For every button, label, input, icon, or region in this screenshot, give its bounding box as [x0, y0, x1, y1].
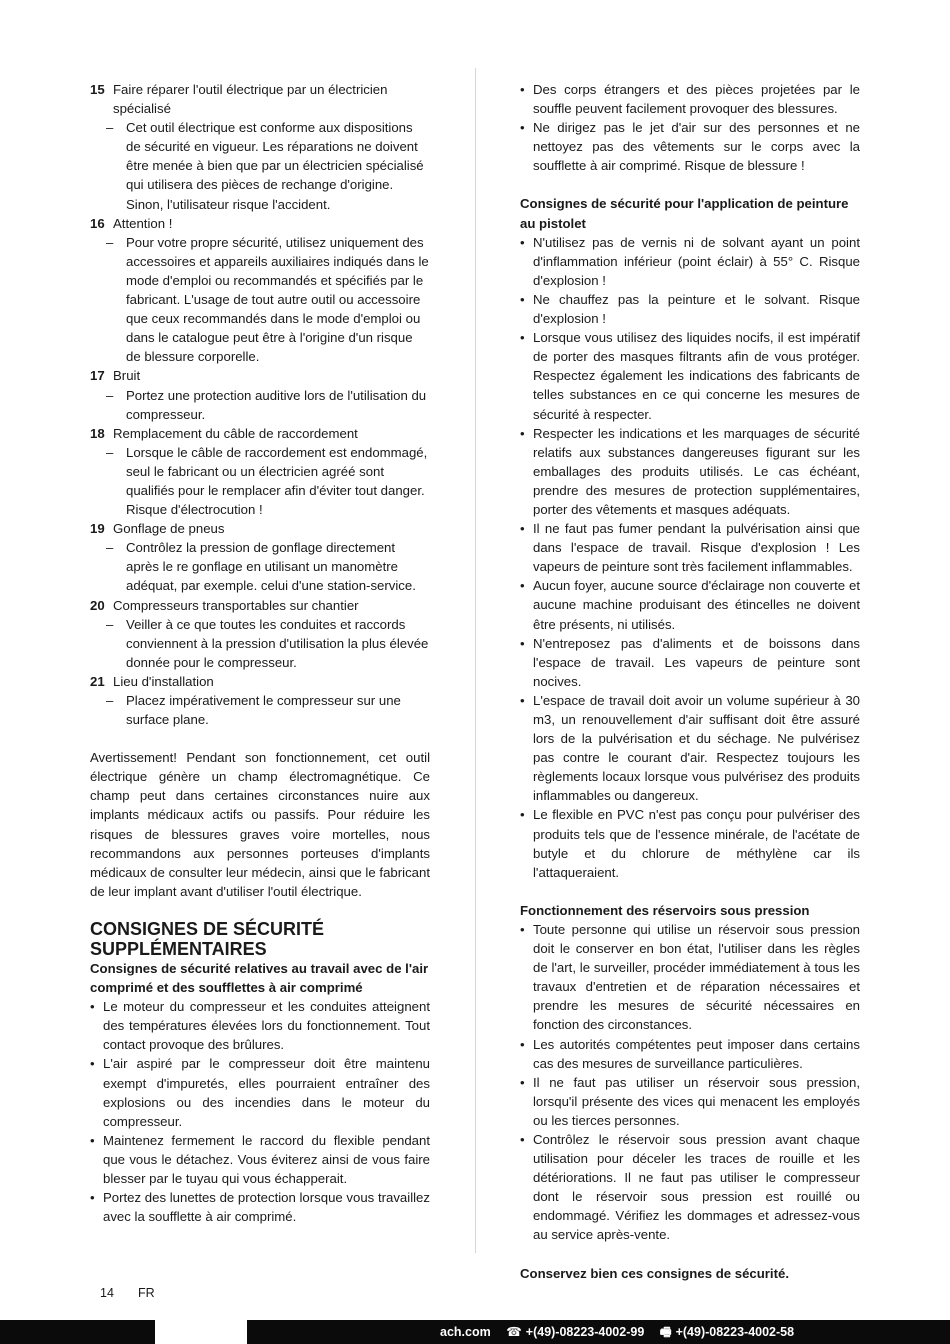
- bullet-marker: •: [90, 1056, 95, 1072]
- item-number: 20: [90, 597, 105, 613]
- numbered-safety-list: [90, 80, 430, 729]
- bullet-item: [520, 290, 860, 328]
- dash-marker: –: [106, 387, 114, 403]
- bullet-text: Des corps étrangers et des pièces projetées par le souffle peuvent facilement provoquer des blessures.: [533, 82, 860, 117]
- dash-marker: –: [106, 234, 114, 250]
- closing-note: Conservez bien ces consignes de sécurité.: [520, 1265, 789, 1281]
- item-title: Remplacement du câble de raccordement: [113, 425, 358, 441]
- bullet-text: Il ne faut pas fumer pendant la pulvérisation ainsi que dans l'espace de travail. Risque d'explosion ! Les vapeurs de peinture sont très facilement inflammables.: [533, 521, 860, 575]
- bullet-item: [90, 1188, 430, 1226]
- spacer: [90, 729, 430, 748]
- subsection-heading-paint-spraying: Consignes de sécurité pour l'application de peinture au pistolet: [520, 196, 849, 231]
- numbered-item: [90, 519, 430, 538]
- bullet-item: [520, 691, 860, 806]
- dash-marker: –: [106, 540, 114, 556]
- bullet-text: L'air aspiré par le compresseur doit être maintenu exempt d'impuretés, elles pourraient entraîner des explosions ou des incendies dans le moteur du compresseur.: [103, 1056, 430, 1129]
- bullet-item: [90, 997, 430, 1054]
- bullet-text: Il ne faut pas utiliser un réservoir sous pression, lorsqu'il présente des vices qui menacent les employés ou les tierces personnes.: [533, 1074, 860, 1128]
- spacer: [520, 1245, 860, 1264]
- language-code: FR: [138, 1286, 155, 1300]
- bullet-text: Lorsque vous utilisez des liquides nocifs, il est impératif de porter des masques filtrants afin de vous protéger. Respectez également les indications des fabricants de telles substances en ce qui concerne les mesures de sécurité à respecter.: [533, 330, 860, 422]
- bullet-item: [520, 118, 860, 175]
- phone-icon: ☎: [506, 1325, 522, 1339]
- bullet-text: Ne chauffez pas la peinture et le solvant. Risque d'explosion !: [533, 291, 860, 327]
- bullet-text: Ne dirigez pas le jet d'air sur des personnes et ne nettoyez pas des vêtements sur le corps avec la soufflette à air comprimé. Risque de blessure !: [533, 120, 860, 174]
- item-title: Bruit: [113, 368, 141, 384]
- numbered-item: [90, 672, 430, 691]
- bullet-item: [520, 233, 860, 290]
- bullet-marker: •: [520, 1131, 525, 1147]
- numbered-item: [90, 80, 430, 118]
- bullet-item: [520, 424, 860, 519]
- warning-paragraph: Avertissement! Pendant son fonctionnement, cet outil électrique génère un champ électromagnétique. Ce champ peut dans certaines circonstances nuire aux implants médicaux actifs ou passifs. Pour réduire les risques de blessures graves voire mortelles, nous recommandons aux personnes porteuses d'implants médicaux de consulter leur médecin, ainsi que le fabricant de leur implant avant d'utiliser l'outil électrique.: [90, 750, 430, 899]
- dash-marker: –: [106, 444, 114, 460]
- bullet-text: Les autorités compétentes peut imposer dans certains cas des mesures de surveillance particulières.: [533, 1036, 860, 1071]
- pressure-tank-bullet-list: [520, 920, 860, 1245]
- page-number: 14: [100, 1286, 114, 1300]
- bullet-text: Aucun foyer, aucune source d'éclairage non couverte et aucune machine produisant des étincelles ne doivent être présents, ni utilisés.: [533, 578, 860, 632]
- bullet-item: [520, 1073, 860, 1130]
- bullet-marker: •: [520, 921, 525, 937]
- blowgun-bullet-list: [520, 80, 860, 175]
- bullet-text: Maintenez fermement le raccord du flexible pendant que vous le détachez. Vous éviterez ainsi de vous faire blesser par le tuyau qui vous échapperait.: [103, 1132, 430, 1186]
- item-title: Faire réparer l'outil électrique par un électricien spécialisé: [113, 82, 388, 117]
- bullet-text: N'utilisez pas de vernis ni de solvant ayant un point d'inflammation inférieur (point éclair) à 55° C. Risque d'explosion !: [533, 234, 860, 288]
- dash-text: Lorsque le câble de raccordement est endommagé, seul le fabricant ou un électricien agréé sont qualifiés pour le remplacer afin d'éviter tout danger. Risque d'électrocution !: [126, 444, 428, 518]
- bullet-marker: •: [520, 120, 525, 136]
- bullet-marker: •: [520, 635, 525, 651]
- bullet-text: Le moteur du compresseur et les conduites atteignent des températures élevées lors du fonctionnement. Tout contact provoque des brûlures.: [103, 999, 430, 1053]
- dash-text: Portez une protection auditive lors de l'utilisation du compresseur.: [126, 387, 427, 422]
- item-title: Attention !: [113, 215, 173, 231]
- bullet-marker: •: [90, 999, 95, 1015]
- bullet-marker: •: [520, 1036, 525, 1052]
- bullet-marker: •: [520, 578, 525, 594]
- dash-marker: –: [106, 616, 114, 632]
- numbered-item: [90, 424, 430, 443]
- dash-item: [90, 386, 430, 424]
- bullet-item: [520, 519, 860, 576]
- bullet-item: [520, 328, 860, 423]
- dash-text: Pour votre propre sécurité, utilisez uniquement des accessoires et appareils auxiliaires indiqués dans le mode d'emploi ou recommandés et spécifiés par le fabricant. L'usage de tout autre outil ou accessoire que ceux recommandés dans le mode d'emploi ou dans le catalogue peut être à l'origine d'un risque de blessure corporelle.: [126, 234, 429, 365]
- dash-text: Veiller à ce que toutes les conduites et raccords conviennent à la pression d'utilisation la plus élevée donnée pour le compresseur.: [126, 616, 429, 670]
- bullet-text: L'espace de travail doit avoir un volume supérieur à 30 m3, un renouvellement d'air suffisant doit être assuré lors de la pulvérisation et du séchage. Ne pulvérisez pas contre le courant d'air. Respectez toujours les règlements locaux lorsque vous pulvérisez des produits inflammables ou dangereux.: [533, 692, 860, 804]
- section-heading: CONSIGNES DE SÉCURITÉ SUPPLÉMENTAIRES: [90, 918, 325, 959]
- bullet-marker: •: [520, 692, 525, 708]
- dash-marker: –: [106, 693, 114, 708]
- dash-text: Cet outil électrique est conforme aux dispositions de sécurité en vigueur. Les réparations ne doivent être menée à bien que par un électricien spécialisé qui utilisera des pièces de rechange d'origine. Sinon, l'utilisateur risque l'accident.: [126, 120, 424, 212]
- fax-icon: 🖷: [659, 1325, 672, 1339]
- numbered-item: [90, 214, 430, 233]
- dash-item: [90, 443, 430, 519]
- numbered-item: [90, 366, 430, 385]
- bullet-marker: •: [520, 234, 525, 250]
- bullet-text: Le flexible en PVC n'est pas conçu pour pulvériser des produits tels que de l'essence minérale, de l'acétate de butyle et du chlorure de méthylène car ils l'attaqueraient.: [533, 807, 860, 880]
- contact-bar-text: [440, 1322, 794, 1342]
- item-title: Gonflage de pneus: [113, 521, 225, 537]
- dash-text: Placez impérativement le compresseur sur une surface plane.: [126, 693, 401, 728]
- item-number: 17: [90, 368, 105, 384]
- bullet-marker: •: [90, 1132, 95, 1148]
- left-column: [90, 80, 430, 1226]
- bullet-item: [520, 805, 860, 881]
- bullet-item: [520, 1130, 860, 1245]
- bullet-marker: •: [520, 807, 525, 823]
- item-title: Compresseurs transportables sur chantier: [113, 597, 359, 613]
- subsection-heading-compressed-air: Consignes de sécurité relatives au travail avec de l'air comprimé et des soufflettes à air comprimé: [90, 960, 429, 996]
- bullet-item: [90, 1131, 430, 1188]
- right-column: [520, 80, 860, 1283]
- bullet-marker: •: [520, 1074, 525, 1090]
- paint-spraying-bullet-list: [520, 233, 860, 882]
- item-number: 18: [90, 425, 105, 441]
- bullet-item: [520, 920, 860, 1035]
- bullet-marker: •: [90, 1190, 95, 1206]
- dash-text: Contrôlez la pression de gonflage directement après le re gonflage en utilisant un manomètre adéquat, par exemple. celui d'une station-service.: [126, 540, 416, 594]
- compressed-air-bullet-list: [90, 997, 430, 1226]
- dash-item: [90, 615, 430, 672]
- item-title: Lieu d'installation: [113, 673, 214, 689]
- bullet-text: Portez des lunettes de protection lorsque vous travaillez avec la soufflette à air comprimé.: [103, 1190, 430, 1225]
- website-link[interactable]: ach.com: [440, 1325, 491, 1339]
- dash-item: [90, 233, 430, 367]
- bullet-marker: •: [520, 291, 525, 307]
- bullet-item: [520, 576, 860, 633]
- dash-item: [90, 118, 430, 213]
- spacer: [520, 882, 860, 901]
- bullet-marker: •: [520, 425, 525, 441]
- subsection-heading-pressure-tanks: Fonctionnement des réservoirs sous pression: [520, 902, 810, 918]
- bullet-item: [90, 1054, 430, 1130]
- bullet-text: Respecter les indications et les marquages de sécurité relatifs aux substances dangereuses figurant sur les emballages des produits utilisés. Le cas échéant, prendre des mesures de protection supplémentaires, porter des vêtements et masques adéquats.: [533, 425, 860, 517]
- spacer: [520, 175, 860, 194]
- bullet-text: Toute personne qui utilise un réservoir sous pression doit le conserver en bon état, l'utiliser dans les règles de l'art, le surveiller, procéder immédiatement à tous les travaux d'entretien et de réparation nécessaires et prendre les mesures de sécurité nécessaires en fonction des circonstances.: [533, 921, 860, 1033]
- fax-number: +(49)-08223-4002-58: [675, 1325, 795, 1339]
- item-number: 16: [90, 215, 105, 231]
- column-divider: [475, 68, 476, 1253]
- bullet-item: [520, 634, 860, 691]
- dash-item: [90, 691, 430, 729]
- contact-bar-gap: [155, 1320, 247, 1344]
- dash-item: [90, 538, 430, 595]
- item-number: 21: [90, 673, 105, 689]
- dash-marker: –: [106, 120, 114, 136]
- bullet-marker: •: [520, 82, 525, 97]
- bullet-text: N'entreposez pas d'aliments et de boissons dans l'espace de travail. Les vapeurs de peinture sont nocives.: [533, 635, 860, 689]
- bullet-marker: •: [520, 521, 525, 537]
- item-number: 19: [90, 521, 105, 537]
- bullet-item: [520, 1035, 860, 1073]
- bullet-item: [520, 80, 860, 118]
- bullet-marker: •: [520, 330, 525, 346]
- item-number: 15: [90, 82, 105, 97]
- bullet-text: Contrôlez le réservoir sous pression avant chaque utilisation pour déceler les traces de rouille et les détériorations. Il ne faut pas utiliser le compresseur dont le réservoir sous pression est rouillé ou endommagé. Vérifiez les dommages et adressez-vous au service après-vente.: [533, 1131, 860, 1243]
- phone-number: +(49)-08223-4002-99: [525, 1325, 645, 1339]
- numbered-item: [90, 596, 430, 615]
